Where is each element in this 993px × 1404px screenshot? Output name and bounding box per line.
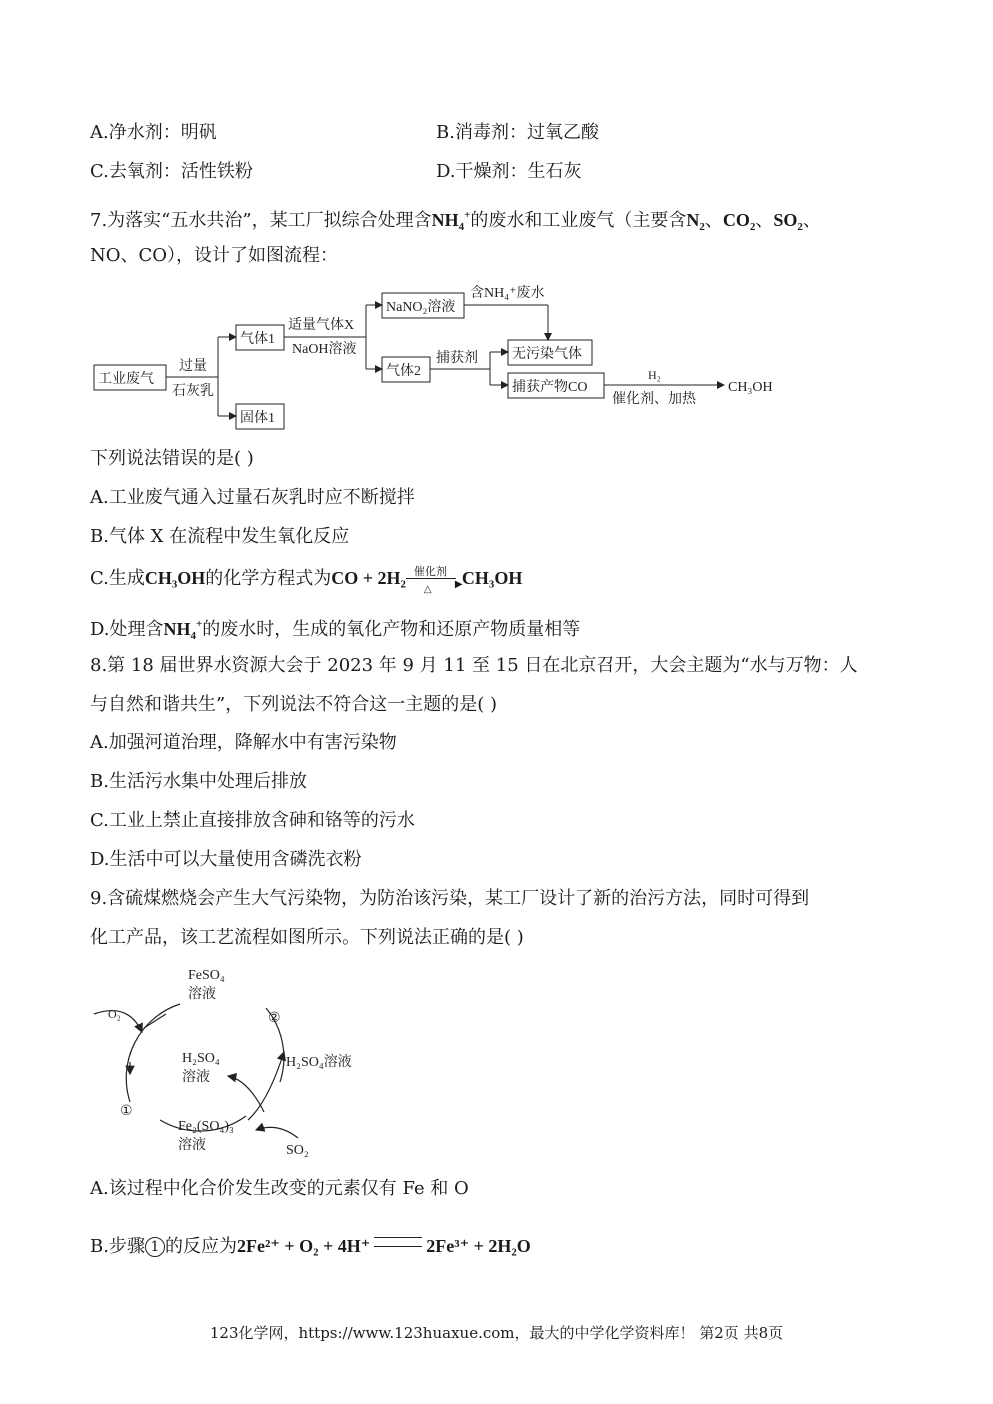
q6-option-a: A.净水剂：明矾 <box>90 122 217 143</box>
cycle-so2: SO₂ <box>286 1143 309 1158</box>
cycle-h2so4: H₂SO₄ <box>182 1051 220 1066</box>
q6-option-b: B.消毒剂：过氧乙酸 <box>436 122 599 143</box>
flow-excess: 过量 <box>179 359 207 374</box>
flow-clean-gas: 无污染气体 <box>512 347 582 362</box>
flow-solid1: 固体1 <box>240 411 275 426</box>
q9-option-b: B.步骤 1 的反应为2Fe²⁺ + O₂ + 4H⁺ 2Fe³⁺ + 2H₂O <box>90 1236 531 1257</box>
cycle-fe2so43: Fe₂(SO₄)₃ <box>178 1119 234 1134</box>
q8-option-b: B.生活污水集中处理后排放 <box>90 771 307 792</box>
catalyst-arrow: 催化剂 ▶ △ <box>406 566 462 590</box>
flow-captured-co: 捕获产物CO <box>512 380 588 395</box>
cycle-feso4-sol: 溶液 <box>188 987 216 1002</box>
cycle-step1: ① <box>120 1104 133 1119</box>
q9-stem-line1: 9.含硫煤燃烧会产生大气污染物，为防治该污染，某工厂设计了新的治污方法，同时可得到 <box>90 888 810 909</box>
circled-number: 1 <box>145 1237 165 1257</box>
flow-gas-x: 适量气体X <box>288 318 355 333</box>
flow-gas1: 气体1 <box>240 332 275 347</box>
q9-option-a: A.该过程中化合价发生改变的元素仅有 Fe 和 O <box>90 1178 469 1199</box>
flow-capture-agent: 捕获剂 <box>436 351 478 366</box>
flow-naoh: NaOH溶液 <box>292 342 357 357</box>
q7-option-b: B.气体 X 在流程中发生氧化反应 <box>90 526 350 547</box>
q9-cycle-diagram <box>88 962 378 1162</box>
q8-stem-line1: 8.第 18 届世界水资源大会于 2023 年 9 月 11 至 15 日在北京召开，大会主题为“水与万物：人 <box>90 655 858 676</box>
q8-stem-line2: 与自然和谐共生”，下列说法不符合这一主题的是( ) <box>90 694 497 715</box>
flow-nh4-water: 含NH₄⁺废水 <box>470 286 545 301</box>
q8-option-d: D.生活中可以大量使用含磷洗衣粉 <box>90 849 362 870</box>
q7-option-d: D.处理含$NH_4^+$的废水时，生成的氧化产物和还原产物质量相等 <box>90 618 581 642</box>
cycle-feso4: FeSO₄ <box>188 968 225 983</box>
flow-ch3oh: CH₃OH <box>728 380 773 395</box>
q8-option-c: C.工业上禁止直接排放含砷和铬等的污水 <box>90 810 415 831</box>
q7-stem-line2: NO、CO），设计了如图流程： <box>90 245 339 266</box>
cycle-o2: O₂ <box>108 1007 121 1021</box>
flow-gas-waste: 工业废气 <box>98 372 154 387</box>
q7-option-a: A.工业废气通入过量石灰乳时应不断搅拌 <box>90 487 415 508</box>
flow-h2: H₂ <box>648 368 661 382</box>
q8-option-a: A.加强河道治理，降解水中有害污染物 <box>90 732 397 753</box>
q6-option-c: C.去氧剂：活性铁粉 <box>90 161 253 182</box>
cycle-step2: ② <box>268 1011 281 1026</box>
q7-flow-diagram <box>88 278 788 438</box>
cycle-fe2so43-sol: 溶液 <box>178 1138 206 1153</box>
cycle-h2so4-sol: 溶液 <box>182 1070 210 1085</box>
cycle-h2so4-out: H₂SO₄溶液 <box>286 1055 352 1070</box>
page-footer: 123化学网，https://www.123huaxue.com，最大的中学化学资料库！ 第2页 共8页 <box>209 1324 784 1342</box>
flow-nano2: NaNO₂溶液 <box>386 300 456 315</box>
equals-sign <box>374 1237 422 1247</box>
q7-question: 下列说法错误的是( ) <box>90 448 254 469</box>
flow-lime: 石灰乳 <box>172 384 214 399</box>
q7-stem-line1: 7.为落实“五水共治”，某工厂拟综合处理含$NH_4^+$的废水和工业废气（主要含$N_2$、$CO_2$、$SO_2$、 <box>90 209 821 233</box>
flow-cat-heat: 催化剂、加热 <box>612 392 696 407</box>
flow-gas2: 气体2 <box>386 364 421 379</box>
q6-option-d: D.干燥剂：生石灰 <box>436 161 582 182</box>
q7-option-c: C.生成CH₃OH的化学方程式为CO + 2H₂ 催化剂 ▶ △ CH₃OH <box>90 565 523 595</box>
q9-stem-line2: 化工产品，该工艺流程如图所示。下列说法正确的是( ) <box>90 927 524 948</box>
